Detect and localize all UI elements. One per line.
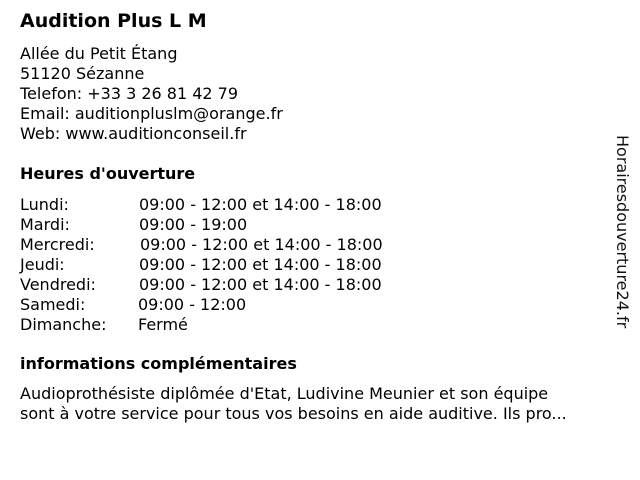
day-label: Mardi: [20,215,70,234]
city-address: 51120 Sézanne [20,64,145,83]
day-label: Samedi: [20,295,86,314]
info-description [20,384,620,424]
day-label: Jeudi: [20,255,65,274]
time-value: 09:00 - 12:00 et 14:00 - 18:00 [139,255,382,274]
time-value: 09:00 - 12:00 et 14:00 - 18:00 [139,195,382,214]
info-line: Audioprothésiste diplômée d'Etat, Ludivine Meunier et son équipe [20,384,549,403]
time-value: 09:00 - 19:00 [139,215,248,234]
street-address: Allée du Petit Étang [20,44,178,63]
email-address: Email: auditionpluslm@orange.fr [20,104,283,123]
website: Web: www.auditionconseil.fr [20,124,247,143]
contact-block [20,44,283,144]
time-value: 09:00 - 12:00 [138,295,247,314]
business-name: Audition Plus L M [20,10,207,32]
time-value: 09:00 - 12:00 et 14:00 - 18:00 [139,275,382,294]
info-line: sont à votre service pour tous vos besoins en aide auditive. Ils pro... [20,404,567,423]
day-label: Mercredi: [20,235,95,254]
day-label: Vendredi: [20,275,96,294]
day-label: Dimanche: [20,315,107,334]
time-value: 09:00 - 12:00 et 14:00 - 18:00 [140,235,383,254]
phone-number: Telefon: +33 3 26 81 42 79 [20,84,239,103]
time-value: Fermé [138,315,188,334]
site-watermark: Horairesdouverture24.fr [613,135,632,329]
hours-heading: Heures d'ouverture [20,164,196,183]
day-label: Lundi: [20,195,69,214]
info-heading: informations complémentaires [20,354,297,373]
